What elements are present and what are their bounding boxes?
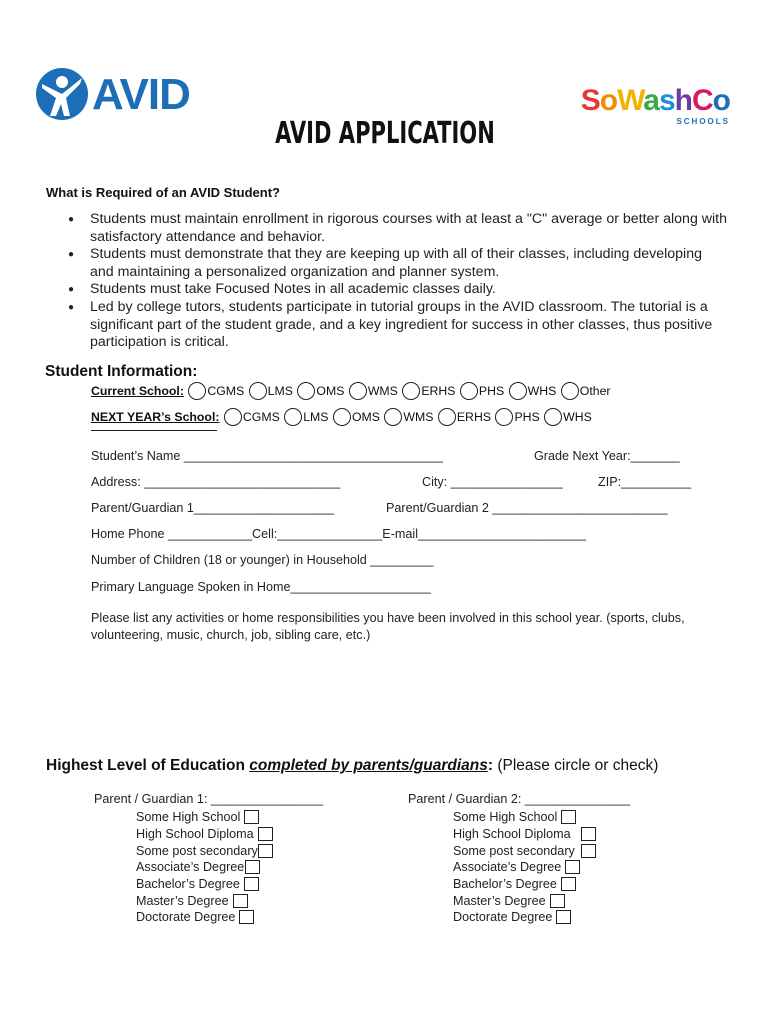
option-label: PHS — [514, 410, 540, 424]
option-label: OMS — [316, 384, 345, 398]
language-field[interactable]: Primary Language Spoken in Home____________________ — [91, 580, 431, 594]
checkbox[interactable] — [258, 844, 273, 858]
current-school-label: Current School: — [91, 384, 184, 398]
option-circle[interactable] — [188, 382, 206, 400]
checkbox[interactable] — [239, 910, 254, 924]
avid-logo — [34, 64, 209, 124]
checkbox[interactable] — [565, 860, 580, 874]
option-label: WHS — [527, 384, 557, 398]
option-circle[interactable] — [460, 382, 478, 400]
guardian1-column — [94, 792, 394, 932]
next-school-label: NEXT YEAR’s School: — [91, 410, 220, 424]
list-item — [453, 877, 576, 891]
list-item: ● Students must take Focused Notes in all academic classes daily. — [68, 281, 728, 299]
list-item — [136, 910, 254, 924]
option-label: Bachelor’s Degree — [136, 877, 240, 891]
education-heading-b: completed by parents/guardians — [249, 757, 488, 774]
children-field[interactable]: Number of Children (18 or younger) in Household _________ — [91, 553, 434, 567]
option-label: LMS — [267, 384, 293, 398]
avid-logo-text: AVID — [92, 70, 190, 119]
avid-figure-icon — [34, 64, 94, 124]
option-label: PHS — [478, 384, 505, 398]
next-school-row — [91, 408, 592, 426]
list-item — [453, 844, 596, 858]
list-item — [136, 810, 259, 824]
option-label: CGMS — [242, 410, 280, 424]
address-field[interactable]: Address: ____________________________ — [91, 475, 341, 489]
parent1-field[interactable]: Parent/Guardian 1____________________ — [91, 501, 334, 515]
option-label: ERHS — [421, 384, 456, 398]
list-item — [453, 860, 580, 874]
checkbox[interactable] — [233, 894, 248, 908]
option-label: Doctorate Degree — [453, 910, 553, 924]
checkbox[interactable] — [258, 827, 273, 841]
option-label: Associate’s Degree — [453, 860, 562, 874]
sowashco-logo-text: SoWashCo — [580, 84, 730, 117]
option-label: Some High School — [136, 810, 241, 824]
option-label: OMS — [351, 410, 380, 424]
activities-prompt: Please list any activities or home responsibilities you have been involved in this school year. (sports, clubs, volunteering, music, church, job, sibling care, etc.) — [91, 611, 685, 642]
option-circle[interactable] — [224, 408, 242, 426]
sowashco-logo-sub: SCHOOLS — [676, 117, 730, 126]
guardian2-column — [408, 792, 708, 932]
option-label: WMS — [403, 410, 434, 424]
option-circle[interactable] — [495, 408, 513, 426]
list-item — [136, 877, 259, 891]
option-label: Other — [579, 384, 611, 398]
education-heading-a: Highest Level of Education — [46, 757, 250, 774]
option-label: High School Diploma — [453, 827, 571, 841]
parent2-field[interactable]: Parent/Guardian 2 _________________________ — [386, 501, 668, 515]
option-label: WMS — [367, 384, 398, 398]
option-label: CGMS — [207, 384, 245, 398]
option-label: Master’s Degree — [136, 894, 229, 908]
education-heading-d: (Please circle or check) — [497, 757, 659, 774]
checkbox[interactable] — [244, 810, 259, 824]
grade-field[interactable]: Grade Next Year:_______ — [534, 449, 680, 463]
option-circle[interactable] — [349, 382, 367, 400]
list-item — [136, 894, 248, 908]
list-item — [136, 844, 273, 858]
option-circle[interactable] — [333, 408, 351, 426]
current-school-row — [91, 382, 611, 400]
requirements-list — [68, 211, 728, 352]
option-label: LMS — [303, 410, 329, 424]
page-title: AVID APPLICATION — [275, 116, 495, 151]
option-label: Doctorate Degree — [136, 910, 236, 924]
student-name-field[interactable]: Student’s Name _____________________________________ — [91, 449, 444, 463]
list-item — [453, 827, 596, 841]
city-field[interactable]: City: ________________ — [422, 475, 563, 489]
divider — [91, 430, 217, 431]
list-item — [453, 894, 565, 908]
option-circle[interactable] — [297, 382, 315, 400]
checkbox[interactable] — [245, 860, 260, 874]
education-heading — [46, 757, 658, 775]
option-circle[interactable] — [402, 382, 420, 400]
list-item — [136, 860, 260, 874]
option-circle[interactable] — [509, 382, 527, 400]
checkbox[interactable] — [244, 877, 259, 891]
requirements-heading: What is Required of an AVID Student? — [46, 185, 280, 200]
checkbox[interactable] — [556, 910, 571, 924]
checkbox[interactable] — [561, 877, 576, 891]
option-circle[interactable] — [438, 408, 456, 426]
phone-email-field[interactable]: Home Phone ____________Cell:_______________E-mail________________________ — [91, 527, 587, 541]
education-heading-c: : — [487, 757, 498, 774]
option-label: Some post secondary — [136, 844, 258, 858]
checkbox[interactable] — [581, 844, 596, 858]
checkbox[interactable] — [550, 894, 565, 908]
option-label: ERHS — [456, 410, 492, 424]
student-info-heading: Student Information: — [45, 363, 198, 380]
option-label: Master’s Degree — [453, 894, 546, 908]
option-circle[interactable] — [284, 408, 302, 426]
list-item: ● Students must demonstrate that they are keeping up with all of their classes, including developing and maintaining a personalized organization and planner system. — [68, 246, 728, 281]
option-label: Associate’s Degree — [136, 860, 245, 874]
option-label: Some High School — [453, 810, 558, 824]
option-circle[interactable] — [544, 408, 562, 426]
option-label: High School Diploma — [136, 827, 254, 841]
option-label: Bachelor’s Degree — [453, 877, 557, 891]
checkbox[interactable] — [581, 827, 596, 841]
list-item — [136, 827, 273, 841]
list-item: ● Students must maintain enrollment in rigorous courses with at least a "C" average or better along with satisfactory attendance and behavior. — [68, 211, 728, 246]
zip-field[interactable]: ZIP:__________ — [598, 475, 692, 489]
option-circle[interactable] — [561, 382, 579, 400]
option-label: WHS — [563, 410, 592, 424]
option-circle[interactable] — [384, 408, 402, 426]
checkbox[interactable] — [561, 810, 576, 824]
list-item: ● Led by college tutors, students participate in tutorial groups in the AVID classroom. The tutorial is a significant part of the student grade, and a key ingredient for success in other classes, thus positive participation is critical. — [68, 299, 728, 352]
option-label: Some post secondary — [453, 844, 575, 858]
guardian2-name-field[interactable]: Parent / Guardian 2: _______________ — [408, 792, 630, 806]
guardian1-name-field[interactable]: Parent / Guardian 1: ________________ — [94, 792, 323, 806]
list-item — [453, 810, 576, 824]
list-item — [453, 910, 571, 924]
option-circle[interactable] — [249, 382, 267, 400]
